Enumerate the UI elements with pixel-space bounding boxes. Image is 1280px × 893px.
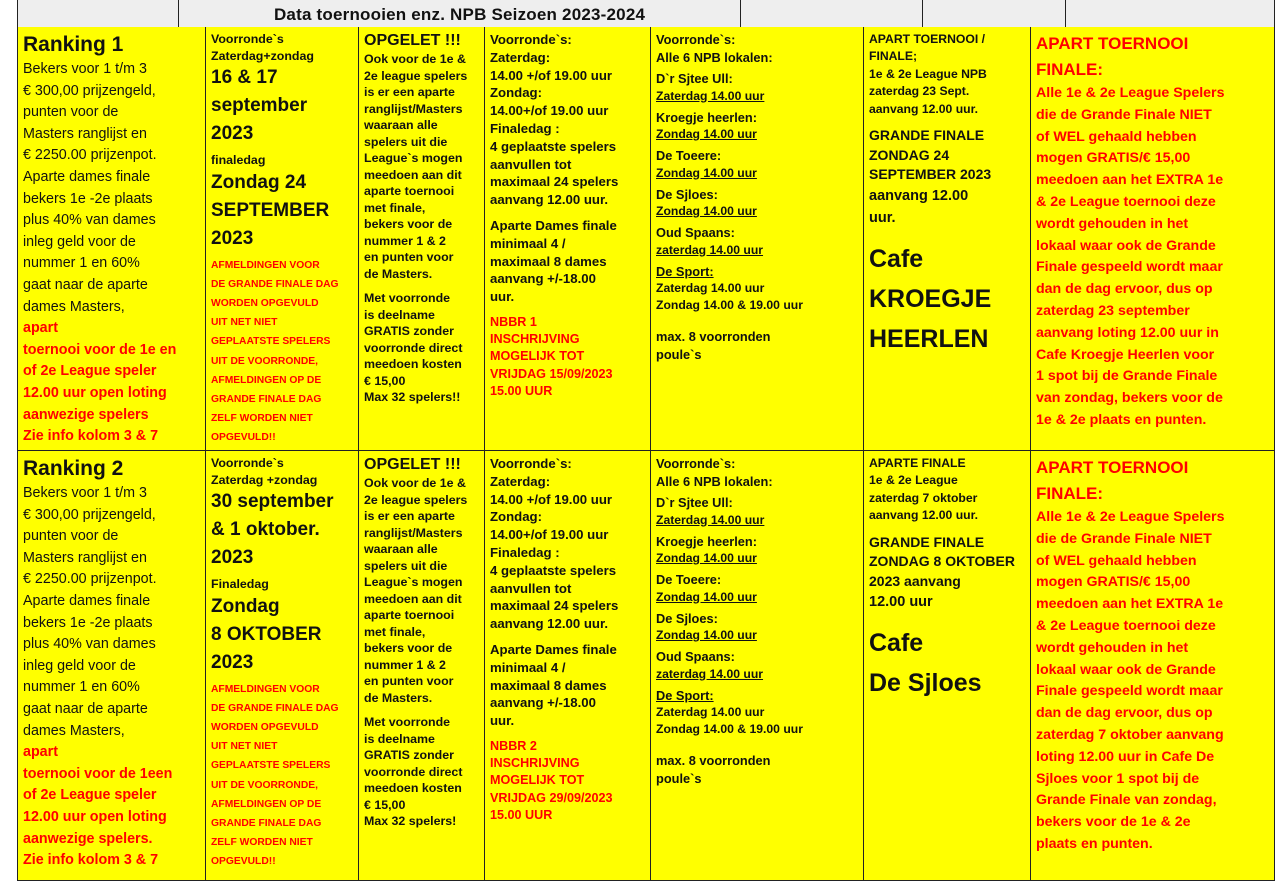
notice-line: ZELF WORDEN NIET xyxy=(211,413,313,425)
extra-line: of WEL gehaald hebben xyxy=(1036,128,1197,145)
extra-line: zaterdag 23 september xyxy=(1036,302,1190,319)
ranking-red-line: toernooi voor de 1een xyxy=(23,765,173,782)
ranking-line: € 300,00 prijzengeld, xyxy=(23,506,156,523)
opgelet-line: en punten voor xyxy=(364,250,454,264)
nbbr-line: INSCHRIJVING xyxy=(490,756,580,771)
nbbr-line: INSCHRIJVING xyxy=(490,332,580,347)
notice-line: WORDEN OPGEVULD xyxy=(211,721,319,733)
venues-header-line: Alle 6 NPB lokalen: xyxy=(656,49,773,65)
extra-tournament-cell xyxy=(1030,27,1275,450)
notice-line: GRANDE FINALE DAG xyxy=(211,393,322,405)
cafe-line: KROEGJE xyxy=(869,284,992,313)
finaledag-line: maximaal 24 spelers xyxy=(490,174,619,190)
ranking-2-row xyxy=(17,451,1275,881)
opgelet-line-2: GRATIS zonder xyxy=(364,324,454,338)
opgelet-line: de Masters. xyxy=(364,690,433,705)
opgelet-line-2: meedoen kosten xyxy=(364,357,462,371)
finaledag-line: aanvullen tot xyxy=(490,156,572,172)
opgelet-line-2: GRATIS zonder xyxy=(364,748,454,762)
extra-line: & 2e League toernooi deze xyxy=(1036,617,1216,634)
aanvang-line: aanvang 12.00 xyxy=(869,187,969,204)
page-title: Data toernooien enz. NPB Seizoen 2023-2024 xyxy=(273,5,646,24)
time-line: 14.00 +/of 19.00 uur xyxy=(490,67,613,83)
opgelet-line: meedoen aan dit xyxy=(364,167,462,182)
extra-line: loting 12.00 uur in Cafe De xyxy=(1036,748,1215,765)
dames-line: minimaal 4 / xyxy=(490,659,566,675)
ranking-line: punten voor de xyxy=(23,528,119,545)
ranking-red-line: apart xyxy=(23,320,58,337)
venues-footer-line: max. 8 voorronden xyxy=(656,753,771,768)
extra-line: die de Grande Finale NIET xyxy=(1036,530,1212,547)
extra-line: & 2e League toernooi deze xyxy=(1036,193,1216,210)
opgelet-line-2: € 15,00 xyxy=(364,797,406,812)
voorronde-date-line: & 1 oktober. xyxy=(211,519,320,540)
venues-cell xyxy=(650,27,863,450)
cafe-line: HEERLEN xyxy=(869,324,989,353)
voorronde-days: Zaterdag+zondag xyxy=(211,48,314,63)
notice-line: UIT NET NIET xyxy=(211,317,278,329)
time-line: 14.00 +/of 19.00 uur xyxy=(490,491,613,507)
finale-line: FINALE; xyxy=(869,49,918,64)
extra-tournament-cell xyxy=(1030,451,1275,880)
opgelet-line-2: Max 32 spelers! xyxy=(364,814,457,828)
venue-time: Zondag 14.00 uur xyxy=(656,589,757,604)
ranking-red-line: Zie info kolom 3 & 7 xyxy=(23,428,159,445)
ranking-red-line: of 2e League speler xyxy=(23,363,157,380)
extra-line: wordt gehouden in het xyxy=(1036,215,1189,232)
dames-line: maximaal 8 dames xyxy=(490,253,607,269)
notice-line: ZELF WORDEN NIET xyxy=(211,837,313,849)
notice-line: UIT DE VOORRONDE, xyxy=(211,355,318,367)
notice-line: OPGEVULD!! xyxy=(211,856,276,868)
opgelet-line: met finale, xyxy=(364,200,426,215)
header-blank xyxy=(1065,0,1275,27)
extra-line: plaats en punten. xyxy=(1036,835,1153,852)
ranking-line: Bekers voor 1 t/m 3 xyxy=(23,485,147,501)
venue-time: Zondag 14.00 uur xyxy=(656,628,757,642)
extra-line: wordt gehouden in het xyxy=(1036,639,1189,656)
extra-line: Sjloes voor 1 spot bij de xyxy=(1036,770,1200,787)
notice-line: AFMELDINGEN OP DE xyxy=(211,798,322,810)
nbbr-line: MOGELIJK TOT xyxy=(490,349,585,364)
notice-line: GEPLAATSTE SPELERS xyxy=(211,760,331,772)
finale-cell xyxy=(863,27,1030,450)
ranking-line: € 2250.00 prijzenpot. xyxy=(23,571,157,588)
header-blank xyxy=(922,0,1065,27)
ranking-line: Aparte dames finale xyxy=(23,592,151,609)
final-label: Finaledag xyxy=(211,577,269,591)
venue-name: De Toeere: xyxy=(656,572,722,587)
venue-time: Zondag 14.00 uur xyxy=(656,127,757,141)
finaledag-line: 4 geplaatste spelers xyxy=(490,562,617,578)
times-cell xyxy=(484,27,650,450)
finaledag-label: Finaledag : xyxy=(490,544,560,560)
ranking-red-line: Zie info kolom 3 & 7 xyxy=(23,852,159,869)
venues-cell xyxy=(650,451,863,880)
opgelet-line: spelers uit die xyxy=(364,558,448,573)
notice-line: DE GRANDE FINALE DAG xyxy=(211,702,339,714)
finaledag-line: aanvang 12.00 uur. xyxy=(490,616,609,632)
extra-line: dan de dag ervoor, dus op xyxy=(1036,705,1213,722)
opgelet-line: Ook voor de 1e & xyxy=(364,476,466,490)
opgelet-line: is er een aparte xyxy=(364,85,455,99)
venue-time: Zaterdag 14.00 uur xyxy=(656,281,765,295)
opgelet-line: waaraan alle xyxy=(364,118,438,132)
opgelet-cell xyxy=(358,27,484,450)
extra-line: Grande Finale van zondag, xyxy=(1036,792,1217,809)
finale-cell xyxy=(863,451,1030,880)
notice-line: WORDEN OPGEVULD xyxy=(211,297,319,309)
dames-line: minimaal 4 / xyxy=(490,235,566,251)
finaledag-label: Finaledag : xyxy=(490,120,560,136)
aanvang-line: uur. xyxy=(869,209,896,226)
extra-line: van zondag, bekers voor de xyxy=(1036,390,1223,407)
venue-name: De Toeere: xyxy=(656,148,722,163)
venue-name: Kroegje heerlen: xyxy=(656,533,757,549)
venue-name: Oud Spaans: xyxy=(656,649,735,664)
ranking-line: inleg geld voor de xyxy=(23,657,136,674)
opgelet-line-2: voorronde direct xyxy=(364,764,463,779)
aanvang-line: 12.00 uur xyxy=(869,594,933,611)
nbbr-line: 15.00 UUR xyxy=(490,807,553,822)
extra-line: meedoen aan het EXTRA 1e xyxy=(1036,172,1224,189)
ranking-1-row xyxy=(17,27,1275,451)
final-date-line: SEPTEMBER xyxy=(211,199,330,221)
venues-header-line: Voorronde`s: xyxy=(656,456,736,471)
grande-finale-line: GRANDE FINALE xyxy=(869,127,985,144)
dates-cell xyxy=(205,451,358,880)
ranking-lines xyxy=(23,59,201,448)
time-line: Zaterdag: xyxy=(490,49,551,65)
notice-line: AFMELDINGEN OP DE xyxy=(211,374,322,386)
nbbr-line: NBBR 2 xyxy=(490,738,537,753)
finale-line: zaterdag 23 Sept. xyxy=(869,84,970,99)
grande-finale-line: 2023 aanvang xyxy=(869,572,961,589)
dames-line: maximaal 8 dames xyxy=(490,677,607,693)
extra-line: Cafe Kroegje Heerlen voor xyxy=(1036,346,1215,363)
venue-name: Kroegje heerlen: xyxy=(656,109,757,125)
opgelet-line: ranglijst/Masters xyxy=(364,525,463,540)
opgelet-line: Ook voor de 1e & xyxy=(364,52,466,66)
final-label: finaledag xyxy=(211,153,266,167)
nbbr-line: VRIJDAG 15/09/2023 xyxy=(490,366,613,381)
finale-line: aanvang 12.00 uur. xyxy=(869,101,979,116)
title-cell xyxy=(178,0,740,27)
schedule-sheet xyxy=(17,0,1275,880)
voorronde-label: Voorronde`s xyxy=(211,32,284,46)
extra-line: lokaal waar ook de Grande xyxy=(1036,237,1216,254)
ranking-red-line: of 2e League speler xyxy=(23,787,157,804)
ranking-line: Aparte dames finale xyxy=(23,168,151,185)
nbbr-line: MOGELIJK TOT xyxy=(490,773,585,788)
opgelet-line: ranglijst/Masters xyxy=(364,101,463,116)
extra-line: 1 spot bij de Grande Finale xyxy=(1036,368,1218,385)
time-line: 14.00+/of 19.00 uur xyxy=(490,527,609,543)
finale-line: APARTE FINALE xyxy=(869,456,966,470)
extra-line: mogen GRATIS/€ 15,00 xyxy=(1036,574,1191,591)
cafe-line: Cafe xyxy=(869,244,924,273)
venue-name: De Sport: xyxy=(656,263,714,279)
opgelet-line-2: Max 32 spelers!! xyxy=(364,390,461,404)
opgelet-line: de Masters. xyxy=(364,266,433,281)
ranking-line: € 2250.00 prijzenpot. xyxy=(23,147,157,164)
dames-line: aanvang +/-18.00 xyxy=(490,271,596,287)
dames-line: Aparte Dames finale xyxy=(490,217,617,233)
notice-line: AFMELDINGEN VOOR xyxy=(211,259,320,271)
cafe-line: Cafe xyxy=(869,629,924,658)
grande-finale-line: GRANDE FINALE xyxy=(869,533,985,550)
venue-time: Zondag 14.00 uur xyxy=(656,165,757,180)
notice-line: UIT NET NIET xyxy=(211,741,278,753)
finaledag-line: 4 geplaatste spelers xyxy=(490,138,617,154)
nbbr-line: VRIJDAG 29/09/2023 xyxy=(490,790,613,805)
dames-line: Aparte Dames finale xyxy=(490,641,617,657)
ranking-line: plus 40% van dames xyxy=(23,212,156,229)
opgelet-line: 2e league spelers xyxy=(364,68,468,83)
ranking-red-line: 12.00 uur open loting xyxy=(23,808,167,825)
opgelet-heading: OPGELET !!! xyxy=(364,456,461,473)
time-line: Zaterdag: xyxy=(490,473,551,489)
ranking-red-line: apart xyxy=(23,744,58,761)
extra-heading-line: APART TOERNOOI xyxy=(1036,34,1189,53)
grande-finale-line: ZONDAG 8 OKTOBER xyxy=(869,553,1015,570)
ranking-info-cell xyxy=(17,451,205,880)
opgelet-line: nummer 1 & 2 xyxy=(364,657,446,672)
extra-line: lokaal waar ook de Grande xyxy=(1036,661,1216,678)
extra-line: Finale gespeeld wordt maar xyxy=(1036,259,1223,276)
opgelet-line-2: Met voorronde xyxy=(364,291,451,305)
venues-footer-line: poule`s xyxy=(656,346,702,362)
venue-name: De Sjloes: xyxy=(656,610,718,626)
opgelet-cell xyxy=(358,451,484,880)
venue-name: D`r Sjtee Ull: xyxy=(656,71,733,86)
opgelet-line-2: is deelname xyxy=(364,731,435,746)
voorronde-date-line: september xyxy=(211,95,308,116)
ranking-red-line: 12.00 uur open loting xyxy=(23,384,167,401)
ranking-line: dames Masters, xyxy=(23,298,125,315)
extra-line: bekers voor de 1e & 2e xyxy=(1036,814,1191,831)
opgelet-line: nummer 1 & 2 xyxy=(364,233,446,248)
ranking-line: bekers 1e -2e plaats xyxy=(23,190,153,207)
ranking-line: nummer 1 en 60% xyxy=(23,255,140,272)
venue-list xyxy=(656,70,859,314)
voorronde-date-line: 2023 xyxy=(211,547,254,568)
ranking-red-line: toernooi voor de 1e en xyxy=(23,341,177,358)
header-row xyxy=(17,0,1275,28)
time-line: Voorronde`s: xyxy=(490,32,572,47)
extra-line: mogen GRATIS/€ 15,00 xyxy=(1036,150,1191,167)
ranking-line: punten voor de xyxy=(23,104,119,121)
dates-cell xyxy=(205,27,358,450)
header-blank xyxy=(740,0,922,27)
venue-name: De Sport: xyxy=(656,687,714,703)
extra-line: Alle 1e & 2e League Spelers xyxy=(1036,509,1225,525)
voorronde-label: Voorronde`s xyxy=(211,456,284,470)
ranking-line: € 300,00 prijzengeld, xyxy=(23,82,156,99)
extra-heading-line: FINALE: xyxy=(1036,60,1104,79)
voorronde-days: Zaterdag +zondag xyxy=(211,472,318,487)
opgelet-line: is er een aparte xyxy=(364,509,455,523)
extra-line: of WEL gehaald hebben xyxy=(1036,552,1197,569)
opgelet-line: League`s mogen xyxy=(364,575,463,589)
finaledag-line: aanvullen tot xyxy=(490,580,572,596)
opgelet-line: waaraan alle xyxy=(364,542,438,556)
opgelet-line: met finale, xyxy=(364,624,426,639)
opgelet-line-2: Met voorronde xyxy=(364,715,451,729)
ranking-heading: Ranking 1 xyxy=(23,33,124,56)
ranking-info-cell xyxy=(17,27,205,450)
venue-time: Zondag 14.00 uur xyxy=(656,204,757,218)
opgelet-line: meedoen aan dit xyxy=(364,591,462,606)
extra-line: dan de dag ervoor, dus op xyxy=(1036,281,1213,298)
opgelet-line-2: € 15,00 xyxy=(364,373,406,388)
venue-time: Zaterdag 14.00 uur xyxy=(656,705,765,719)
times-cell xyxy=(484,451,650,880)
final-date-line: Zondag xyxy=(211,595,280,617)
final-date-line: 8 OKTOBER xyxy=(211,623,322,645)
finale-line: APART TOERNOOI / xyxy=(869,32,986,46)
ranking-red-line: aanwezige spelers. xyxy=(23,830,153,847)
venue-name: De Sjloes: xyxy=(656,186,718,202)
cafe-line: De Sjloes xyxy=(869,669,982,698)
time-line: 14.00+/of 19.00 uur xyxy=(490,103,609,119)
dames-line: uur. xyxy=(490,713,515,729)
dames-line: aanvang +/-18.00 xyxy=(490,695,596,711)
venue-list xyxy=(656,494,859,738)
venue-time: zaterdag 14.00 uur xyxy=(656,242,764,257)
ranking-line: Masters ranglijst en xyxy=(23,125,147,142)
opgelet-line: bekers voor de xyxy=(364,641,453,655)
opgelet-line: aparte toernooi xyxy=(364,184,455,198)
ranking-line: gaat naar de aparte xyxy=(23,700,148,717)
venue-time: Zaterdag 14.00 uur xyxy=(656,512,765,527)
venue-name: Oud Spaans: xyxy=(656,225,735,240)
opgelet-line-2: voorronde direct xyxy=(364,340,463,355)
extra-line: aanvang loting 12.00 uur in xyxy=(1036,324,1219,341)
time-line: Voorronde`s: xyxy=(490,456,572,471)
venues-header-line: Voorronde`s: xyxy=(656,32,736,47)
venue-time: Zondag 14.00 uur xyxy=(656,551,757,565)
grande-finale-line: SEPTEMBER 2023 xyxy=(869,166,992,183)
opgelet-line: League`s mogen xyxy=(364,151,463,165)
extra-line: 1e & 2e plaats en punten. xyxy=(1036,411,1207,428)
finale-line: 1e & 2e League NPB xyxy=(869,66,987,81)
time-line: Zondag: xyxy=(490,509,543,525)
venues-footer-line: poule`s xyxy=(656,770,702,786)
voorronde-date-line: 16 & 17 xyxy=(211,67,278,88)
voorronde-date-line: 2023 xyxy=(211,123,254,144)
notice-line: OPGEVULD!! xyxy=(211,432,276,444)
ranking-line: plus 40% van dames xyxy=(23,636,156,653)
extra-line: Finale gespeeld wordt maar xyxy=(1036,683,1223,700)
extra-line: meedoen aan het EXTRA 1e xyxy=(1036,596,1224,613)
ranking-heading: Ranking 2 xyxy=(23,457,124,480)
opgelet-line: spelers uit die xyxy=(364,134,448,149)
grande-finale-line: ZONDAG 24 xyxy=(869,146,950,163)
nbbr-line: NBBR 1 xyxy=(490,314,537,329)
extra-line: zaterdag 7 oktober aanvang xyxy=(1036,726,1224,743)
extra-heading-line: APART TOERNOOI xyxy=(1036,458,1189,477)
finaledag-line: aanvang 12.00 uur. xyxy=(490,192,609,208)
venue-time: Zondag 14.00 & 19.00 uur xyxy=(656,298,803,312)
ranking-lines xyxy=(23,483,201,872)
opgelet-line: bekers voor de xyxy=(364,217,453,231)
opgelet-heading: OPGELET !!! xyxy=(364,32,461,49)
extra-line: Alle 1e & 2e League Spelers xyxy=(1036,85,1225,101)
dames-line: uur. xyxy=(490,289,515,305)
venue-time: Zaterdag 14.00 uur xyxy=(656,88,765,103)
venue-name: D`r Sjtee Ull: xyxy=(656,495,733,510)
notice-line: UIT DE VOORRONDE, xyxy=(211,779,318,791)
extra-line: die de Grande Finale NIET xyxy=(1036,106,1212,123)
voorronde-date-line: 30 september xyxy=(211,491,334,512)
finale-line: zaterdag 7 oktober xyxy=(869,490,978,505)
time-line: Zondag: xyxy=(490,85,543,101)
finale-line: aanvang 12.00 uur. xyxy=(869,508,979,523)
final-date-line: 2023 xyxy=(211,651,254,673)
notice-line: AFMELDINGEN VOOR xyxy=(211,683,320,695)
ranking-line: nummer 1 en 60% xyxy=(23,679,140,696)
opgelet-line-2: meedoen kosten xyxy=(364,781,462,795)
notice-line: DE GRANDE FINALE DAG xyxy=(211,278,339,290)
venues-footer-line: max. 8 voorronden xyxy=(656,329,771,344)
final-date-line: Zondag 24 xyxy=(211,171,307,193)
ranking-line: gaat naar de aparte xyxy=(23,276,148,293)
ranking-line: Masters ranglijst en xyxy=(23,549,147,566)
final-date-line: 2023 xyxy=(211,227,254,249)
ranking-line: bekers 1e -2e plaats xyxy=(23,614,153,631)
extra-heading-line: FINALE: xyxy=(1036,484,1104,503)
opgelet-line: 2e league spelers xyxy=(364,492,468,507)
venue-time: Zondag 14.00 & 19.00 uur xyxy=(656,722,803,736)
venue-time: zaterdag 14.00 uur xyxy=(656,666,764,681)
nbbr-line: 15.00 UUR xyxy=(490,383,553,398)
ranking-line: inleg geld voor de xyxy=(23,233,136,250)
opgelet-line-2: is deelname xyxy=(364,307,435,322)
opgelet-line: en punten voor xyxy=(364,674,454,688)
notice-line: GRANDE FINALE DAG xyxy=(211,817,322,829)
header-blank xyxy=(17,0,178,27)
opgelet-line: aparte toernooi xyxy=(364,608,455,622)
venues-header-line: Alle 6 NPB lokalen: xyxy=(656,473,773,489)
ranking-red-line: aanwezige spelers xyxy=(23,406,149,423)
notice-line: GEPLAATSTE SPELERS xyxy=(211,336,331,348)
ranking-line: dames Masters, xyxy=(23,722,125,739)
finale-line: 1e & 2e League xyxy=(869,473,958,488)
ranking-line: Bekers voor 1 t/m 3 xyxy=(23,61,147,77)
finaledag-line: maximaal 24 spelers xyxy=(490,598,619,614)
